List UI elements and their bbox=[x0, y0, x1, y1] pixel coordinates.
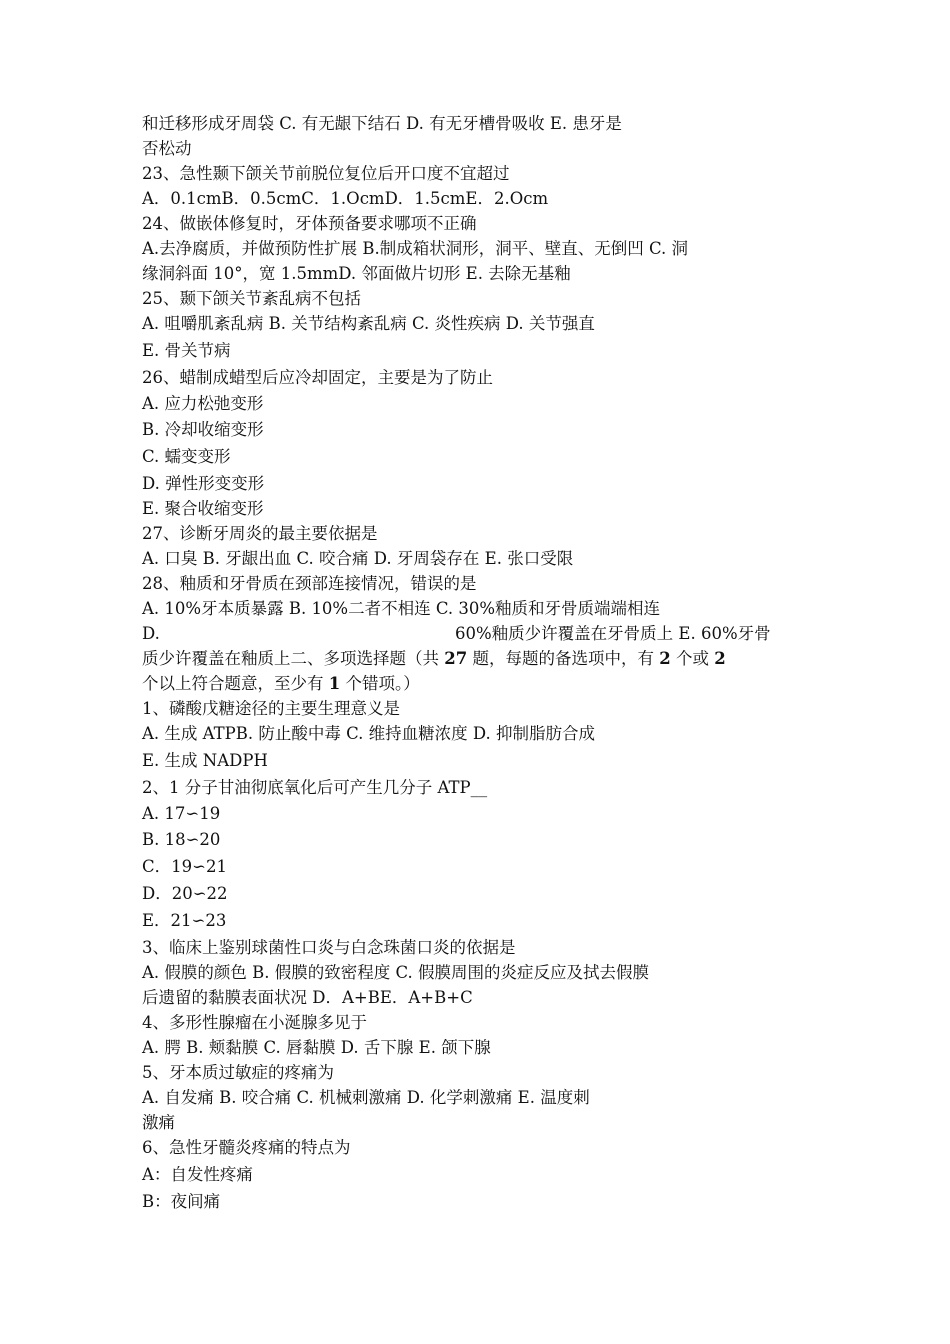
question-4: 4、多形性腺瘤在小涎腺多见于 bbox=[142, 1013, 367, 1032]
text-line: E. 骨关节病 bbox=[142, 341, 231, 360]
question-3: 3、临床上鉴别球菌性口炎与白念珠菌口炎的依据是 bbox=[142, 938, 516, 957]
question-26: 26、蜡制成蜡型后应冷却固定，主要是为了防止 bbox=[142, 368, 493, 387]
section-heading: 质少许覆盖在釉质上二、多项选择题（共 27 题，每题的备选项中，有 2 个或 2 bbox=[142, 649, 726, 668]
text-line: 缘洞斜面 10°，宽 1.5mmD. 邻面做片切形 E. 去除无基釉 bbox=[142, 264, 571, 283]
text-line: A. 生成 ATPB. 防止酸中毒 C. 维持血糖浓度 D. 抑制脂肪合成 bbox=[142, 724, 596, 743]
text-line: D. bbox=[142, 624, 160, 643]
text-line: A. 10%牙本质暴露 B. 10%二者不相连 C. 30%釉质和牙骨质端端相连 bbox=[142, 599, 661, 618]
option-line: D．20∽22 bbox=[142, 884, 228, 903]
question-1: 1、磷酸戊糖途径的主要生理意义是 bbox=[142, 699, 400, 718]
question-27: 27、诊断牙周炎的最主要依据是 bbox=[142, 524, 378, 543]
option-line: A. 应力松弛变形 bbox=[142, 394, 264, 413]
text-line: A. 腭 B. 颊黏膜 C. 唇黏膜 D. 舌下腺 E. 颌下腺 bbox=[142, 1038, 491, 1057]
question-23: 23、急性颞下颌关节前脱位复位后开口度不宜超过 bbox=[142, 164, 510, 183]
text-line: 后遗留的黏膜表面状况 D．A+BE．A+B+C bbox=[142, 988, 473, 1007]
option-line: D. 弹性形变变形 bbox=[142, 474, 265, 493]
question-2: 2、1 分子甘油彻底氧化后可产生几分子 ATP__ bbox=[142, 778, 488, 797]
text-line: A．0.1cmB．0.5cmC．1.OcmD．1.5cmE．2.Ocm bbox=[142, 189, 549, 208]
text-line: A. 口臭 B. 牙龈出血 C. 咬合痛 D. 牙周袋存在 E. 张口受限 bbox=[142, 549, 574, 568]
text-line: A. 自发痛 B. 咬合痛 C. 机械刺激痛 D. 化学刺激痛 E. 温度刺 bbox=[142, 1088, 590, 1107]
option-line: A：自发性疼痛 bbox=[142, 1165, 253, 1184]
text-line: A. 咀嚼肌紊乱病 B. 关节结构紊乱病 C. 炎性疾病 D. 关节强直 bbox=[142, 314, 595, 333]
question-25: 25、颞下颌关节紊乱病不包括 bbox=[142, 289, 361, 308]
question-6: 6、急性牙髓炎疼痛的特点为 bbox=[142, 1138, 351, 1157]
question-28: 28、釉质和牙骨质在颈部连接情况，错误的是 bbox=[142, 574, 477, 593]
text-line: 60%釉质少许覆盖在牙骨质上 E. 60%牙骨 bbox=[455, 624, 771, 643]
text-line: A.去净腐质，并做预防性扩展 B.制成箱状洞形，洞平、壁直、无倒凹 C. 洞 bbox=[142, 239, 689, 258]
question-24: 24、做嵌体修复时，牙体预备要求哪项不正确 bbox=[142, 214, 477, 233]
option-line: B. 18∽20 bbox=[142, 830, 221, 849]
option-line: E．21∽23 bbox=[142, 911, 227, 930]
text-line: 激痛 bbox=[142, 1113, 175, 1132]
option-line: A. 17∽19 bbox=[142, 804, 221, 823]
option-line: C. 蠕变变形 bbox=[142, 447, 231, 466]
option-line: E. 生成 NADPH bbox=[142, 751, 268, 770]
text-line: 和迁移形成牙周袋 C. 有无龈下结石 D. 有无牙槽骨吸收 E. 患牙是 bbox=[142, 114, 622, 133]
option-line: E. 聚合收缩变形 bbox=[142, 499, 264, 518]
option-line: B. 冷却收缩变形 bbox=[142, 420, 264, 439]
option-line: B：夜间痛 bbox=[142, 1192, 221, 1211]
section-heading: 个以上符合题意，至少有 1 个错项。） bbox=[142, 674, 420, 693]
option-line: C．19∽21 bbox=[142, 857, 227, 876]
text-line: A. 假膜的颜色 B. 假膜的致密程度 C. 假膜周围的炎症反应及拭去假膜 bbox=[142, 963, 650, 982]
question-5: 5、牙本质过敏症的疼痛为 bbox=[142, 1063, 334, 1082]
text-line: 否松动 bbox=[142, 139, 192, 158]
